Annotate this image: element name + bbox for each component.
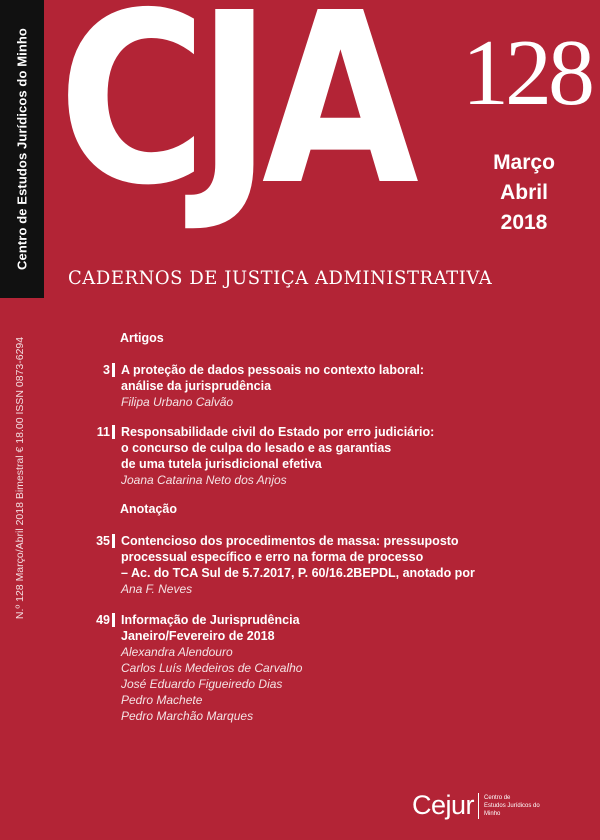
- toc-author: Filipa Urbano Calvão: [121, 395, 234, 409]
- toc-page-number: 11: [96, 425, 110, 439]
- toc-title-line: análise da jurisprudência: [121, 379, 272, 393]
- toc-title-line: Responsabilidade civil do Estado por erro judiciário:: [121, 425, 435, 439]
- section-heading-artigos: Artigos: [120, 331, 164, 345]
- section-heading-anotacao: Anotação: [120, 502, 177, 516]
- publisher-logo: [412, 790, 554, 821]
- issue-month-2: Abril: [500, 181, 548, 204]
- toc-title-line: o concurso de culpa do lesado e as garantias: [121, 441, 392, 455]
- issue-date: [470, 148, 578, 238]
- toc-title-line: Informação de Jurisprudência: [121, 613, 300, 627]
- toc-title-line: de uma tutela jurisdicional efetiva: [121, 457, 322, 471]
- toc-divider: [112, 425, 115, 439]
- issue-year: 2018: [500, 211, 548, 234]
- toc-title-line: A proteção de dados pessoais no contexto laboral:: [121, 363, 425, 377]
- toc-author: José Eduardo Figueiredo Dias: [121, 677, 283, 691]
- toc-page-number: 3: [103, 363, 110, 377]
- toc-entry-body: [121, 612, 501, 724]
- spine-band: [0, 0, 44, 298]
- journal-title: CADERNOS DE JUSTIÇA ADMINISTRATIVA: [68, 268, 493, 289]
- toc-author: Carlos Luís Medeiros de Carvalho: [121, 661, 303, 675]
- publisher-name: Cejur: [412, 790, 475, 820]
- spine-issue-info: N.º 128 Março/Abril 2018 Bimestral € 18.00 ISSN 0873-6294: [14, 336, 26, 620]
- toc-page-number: 35: [96, 534, 110, 548]
- publisher-sub-line: Estudos Jurídicos do Minho: [484, 802, 540, 817]
- toc-divider: [112, 613, 115, 627]
- toc-author: Pedro Machete: [121, 693, 203, 707]
- toc-page-number: 49: [96, 613, 110, 627]
- publisher-subtitle: [484, 794, 554, 818]
- toc-title-line: processual específico e erro na forma de processo: [121, 550, 424, 564]
- toc-author: Joana Catarina Neto dos Anjos: [121, 473, 287, 487]
- toc-title-line: Janeiro/Fevereiro de 2018: [121, 629, 275, 643]
- toc-divider: [112, 363, 115, 377]
- issue-number: 128: [462, 21, 591, 125]
- journal-logo: CJA: [58, 0, 409, 237]
- toc-entry-body: [121, 424, 501, 488]
- toc-author: Alexandra Alendouro: [121, 645, 233, 659]
- toc-title-line: Contencioso dos procedimentos de massa: pressuposto: [121, 534, 459, 548]
- spine-title: Centro de Estudos Jurídicos do Minho: [14, 28, 30, 270]
- publisher-sub-line: Centro de: [484, 794, 511, 801]
- publisher-divider: [478, 793, 479, 819]
- toc-author: Pedro Marchão Marques: [121, 709, 254, 723]
- toc-title-line: – Ac. do TCA Sul de 5.7.2017, P. 60/16.2BEPDL, anotado por: [121, 566, 475, 580]
- toc-entry-body: [121, 362, 501, 410]
- issue-month-1: Março: [493, 151, 555, 174]
- toc-divider: [112, 534, 115, 548]
- toc-entry-body: [121, 533, 501, 597]
- toc-author: Ana F. Neves: [121, 582, 193, 596]
